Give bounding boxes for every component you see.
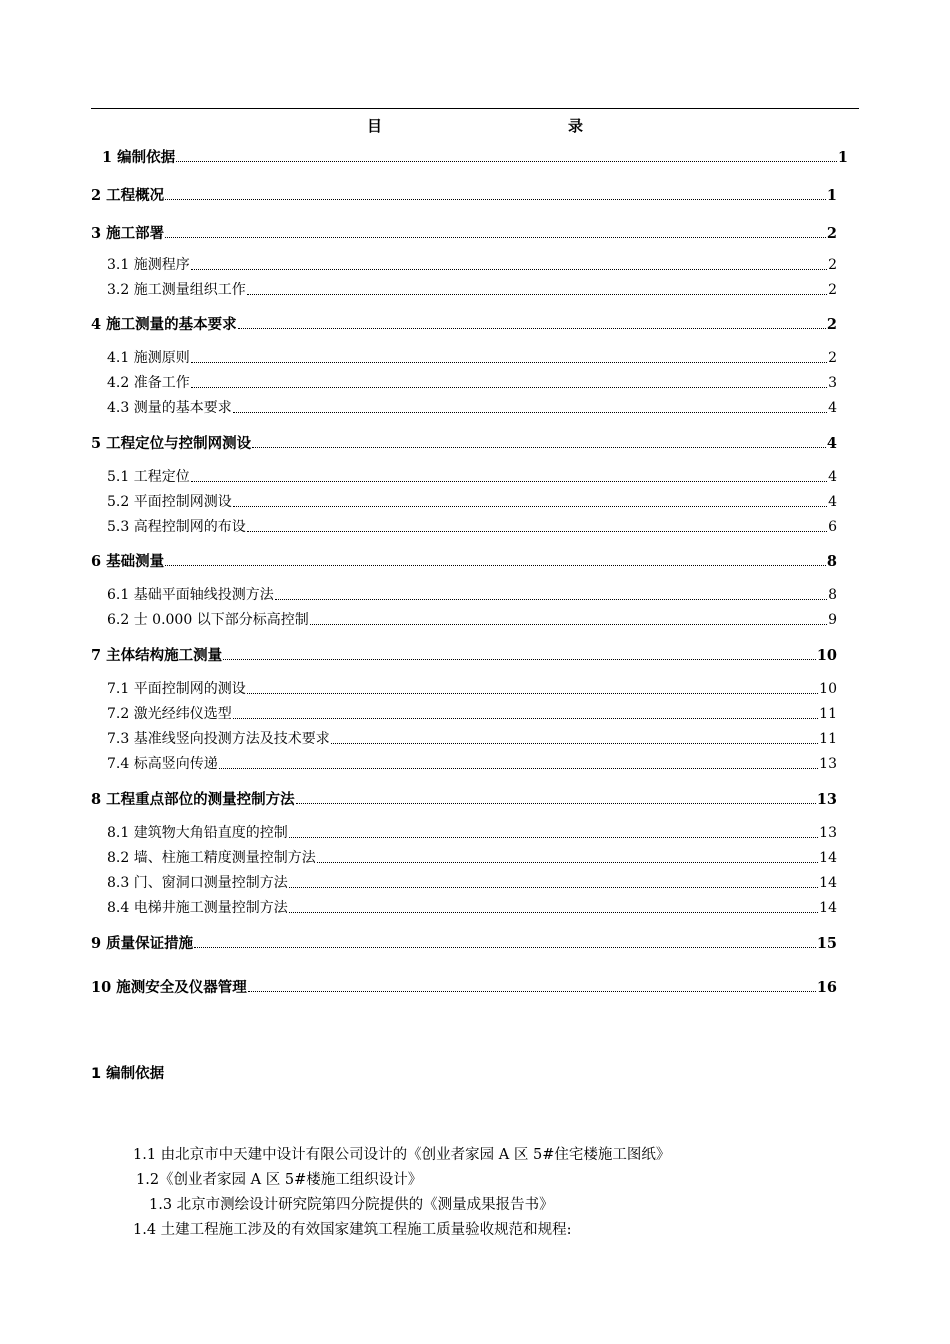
toc-entry[interactable] (91, 313, 837, 333)
toc-leader (233, 718, 818, 719)
toc-entry[interactable] (107, 491, 837, 511)
toc-entry-label: 4.3 测量的基本要求 (107, 400, 232, 416)
toc-leader (219, 768, 818, 769)
toc-leader (289, 887, 818, 888)
toc-entry-label: 4.2 准备工作 (107, 375, 190, 391)
toc-entry[interactable] (91, 184, 837, 204)
toc-entry[interactable] (102, 146, 848, 166)
toc-entry-page: 9 (828, 612, 837, 628)
toc-entry-label: 8.1 建筑物大角铅直度的控制 (107, 825, 288, 841)
toc-entry-label: 5.2 平面控制网测设 (107, 494, 232, 510)
toc-entry-label: 8.4 电梯井施工测量控制方法 (107, 900, 288, 916)
toc-entry-page: 4 (828, 494, 837, 510)
toc-leader (289, 912, 818, 913)
toc-entry[interactable] (91, 644, 837, 664)
toc-entry-page: 2 (826, 225, 837, 242)
toc-entry[interactable] (107, 847, 837, 867)
toc-entry[interactable] (91, 932, 837, 952)
toc-entry-label: 3.2 施工测量组织工作 (107, 282, 246, 298)
toc-entry[interactable] (107, 609, 837, 629)
reference-item: 1.1 由北京市中天建中设计有限公司设计的《创业者家园 A 区 5#住宅楼施工图纸》 (133, 1147, 671, 1163)
toc-entry[interactable] (107, 397, 837, 417)
toc-entry-page: 2 (828, 257, 837, 273)
toc-entry[interactable] (107, 254, 837, 274)
toc-entry-page: 11 (819, 731, 837, 747)
toc-entry[interactable] (91, 788, 837, 808)
toc-entry-page: 8 (828, 587, 837, 603)
toc-entry[interactable] (107, 872, 837, 892)
toc-entry[interactable] (107, 372, 837, 392)
toc-leader (331, 743, 818, 744)
toc-entry[interactable] (91, 432, 837, 452)
toc-entry-label: 9 质量保证措施 (91, 935, 194, 952)
toc-entry[interactable] (107, 728, 837, 748)
toc-entry-page: 10 (816, 647, 837, 664)
toc-leader (233, 506, 827, 507)
toc-entry-page: 1 (826, 187, 837, 204)
toc-entry-label: 1 编制依据 (102, 149, 176, 166)
toc-entry-page: 11 (819, 706, 837, 722)
toc-entry[interactable] (91, 976, 837, 996)
toc-leader (165, 199, 826, 200)
toc-leader (191, 387, 827, 388)
toc-entry[interactable] (107, 279, 837, 299)
toc-entry-page: 16 (816, 979, 837, 996)
toc-entry-page: 8 (826, 553, 837, 570)
toc-entry-label: 7.3 基准线竖向投测方法及技术要求 (107, 731, 330, 747)
toc-entry[interactable] (107, 822, 837, 842)
toc-leader (252, 447, 826, 448)
toc-leader (248, 991, 816, 992)
toc-entry[interactable] (91, 222, 837, 242)
toc-leader (317, 862, 818, 863)
toc-leader (247, 693, 818, 694)
toc-leader (310, 624, 827, 625)
section-heading: 1 编制依据 (91, 1066, 165, 1082)
toc-leader (247, 294, 827, 295)
toc-entry-page: 1 (837, 149, 848, 166)
toc-entry-label: 8.2 墙、柱施工精度测量控制方法 (107, 850, 316, 866)
toc-entry-label: 8 工程重点部位的测量控制方法 (91, 791, 295, 808)
toc-entry-label: 4.1 施测原则 (107, 350, 190, 366)
toc-entry-label: 2 工程概况 (91, 187, 165, 204)
toc-entry-page: 6 (828, 519, 837, 535)
toc-leader (247, 531, 827, 532)
toc-entry-label: 6.2 士 0.000 以下部分标高控制 (107, 612, 309, 628)
toc-entry[interactable] (107, 347, 837, 367)
toc-entry-label: 7 主体结构施工测量 (91, 647, 223, 664)
toc-entry-label: 4 施工测量的基本要求 (91, 316, 237, 333)
toc-entry-label: 5.3 高程控制网的布设 (107, 519, 246, 535)
toc-entry-label: 7.1 平面控制网的测设 (107, 681, 246, 697)
toc-entry[interactable] (107, 897, 837, 917)
reference-item: 1.2《创业者家园 A 区 5#楼施工组织设计》 (136, 1172, 423, 1188)
toc-entry[interactable] (107, 678, 837, 698)
toc-entry-label: 6 基础测量 (91, 553, 165, 570)
toc-entry[interactable] (107, 516, 837, 536)
toc-entry-page: 4 (826, 435, 837, 452)
toc-entry[interactable] (107, 466, 837, 486)
toc-leader (275, 599, 827, 600)
toc-entry-label: 5.1 工程定位 (107, 469, 190, 485)
toc-entry-page: 3 (828, 375, 837, 391)
toc-entry-page: 13 (816, 791, 837, 808)
toc-entry-label: 3.1 施测程序 (107, 257, 190, 273)
reference-item: 1.4 土建工程施工涉及的有效国家建筑工程施工质量验收规范和规程: (133, 1222, 572, 1238)
toc-title (91, 115, 859, 135)
toc-entry-page: 13 (819, 756, 837, 772)
toc-leader (191, 481, 827, 482)
toc-leader (191, 362, 827, 363)
toc-entry-page: 4 (828, 469, 837, 485)
toc-entry-label: 3 施工部署 (91, 225, 165, 242)
toc-entry-label: 8.3 门、窗洞口测量控制方法 (107, 875, 288, 891)
toc-title-char-1: 目 (367, 117, 383, 135)
toc-entry-label: 5 工程定位与控制网测设 (91, 435, 252, 452)
toc-leader (238, 328, 826, 329)
toc-entry-page: 14 (819, 875, 837, 891)
toc-entry-page: 4 (828, 400, 837, 416)
toc-leader (223, 659, 816, 660)
toc-leader (176, 161, 837, 162)
header-rule (91, 108, 859, 109)
toc-entry-page: 15 (816, 935, 837, 952)
toc-leader (194, 947, 816, 948)
toc-entry-page: 14 (819, 850, 837, 866)
toc-leader (296, 803, 816, 804)
toc-leader (233, 412, 827, 413)
toc-entry[interactable] (107, 753, 837, 773)
toc-title-char-2: 录 (568, 117, 584, 135)
toc-leader (191, 269, 827, 270)
toc-leader (165, 237, 826, 238)
toc-entry[interactable] (107, 584, 837, 604)
toc-entry-label: 6.1 基础平面轴线投测方法 (107, 587, 274, 603)
toc-entry-label: 10 施测安全及仪器管理 (91, 979, 247, 996)
toc-leader (289, 837, 818, 838)
toc-leader (165, 565, 826, 566)
toc-entry-page: 2 (828, 282, 837, 298)
toc-entry-page: 14 (819, 900, 837, 916)
toc-entry-page: 10 (819, 681, 837, 697)
toc-entry-page: 2 (826, 316, 837, 333)
toc-entry-page: 13 (819, 825, 837, 841)
toc-entry-page: 2 (828, 350, 837, 366)
toc-entry[interactable] (107, 703, 837, 723)
reference-item: 1.3 北京市测绘设计研究院第四分院提供的《测量成果报告书》 (149, 1197, 554, 1213)
toc-entry-label: 7.4 标高竖向传递 (107, 756, 218, 772)
toc-entry-label: 7.2 激光经纬仪选型 (107, 706, 232, 722)
toc-entry[interactable] (91, 550, 837, 570)
